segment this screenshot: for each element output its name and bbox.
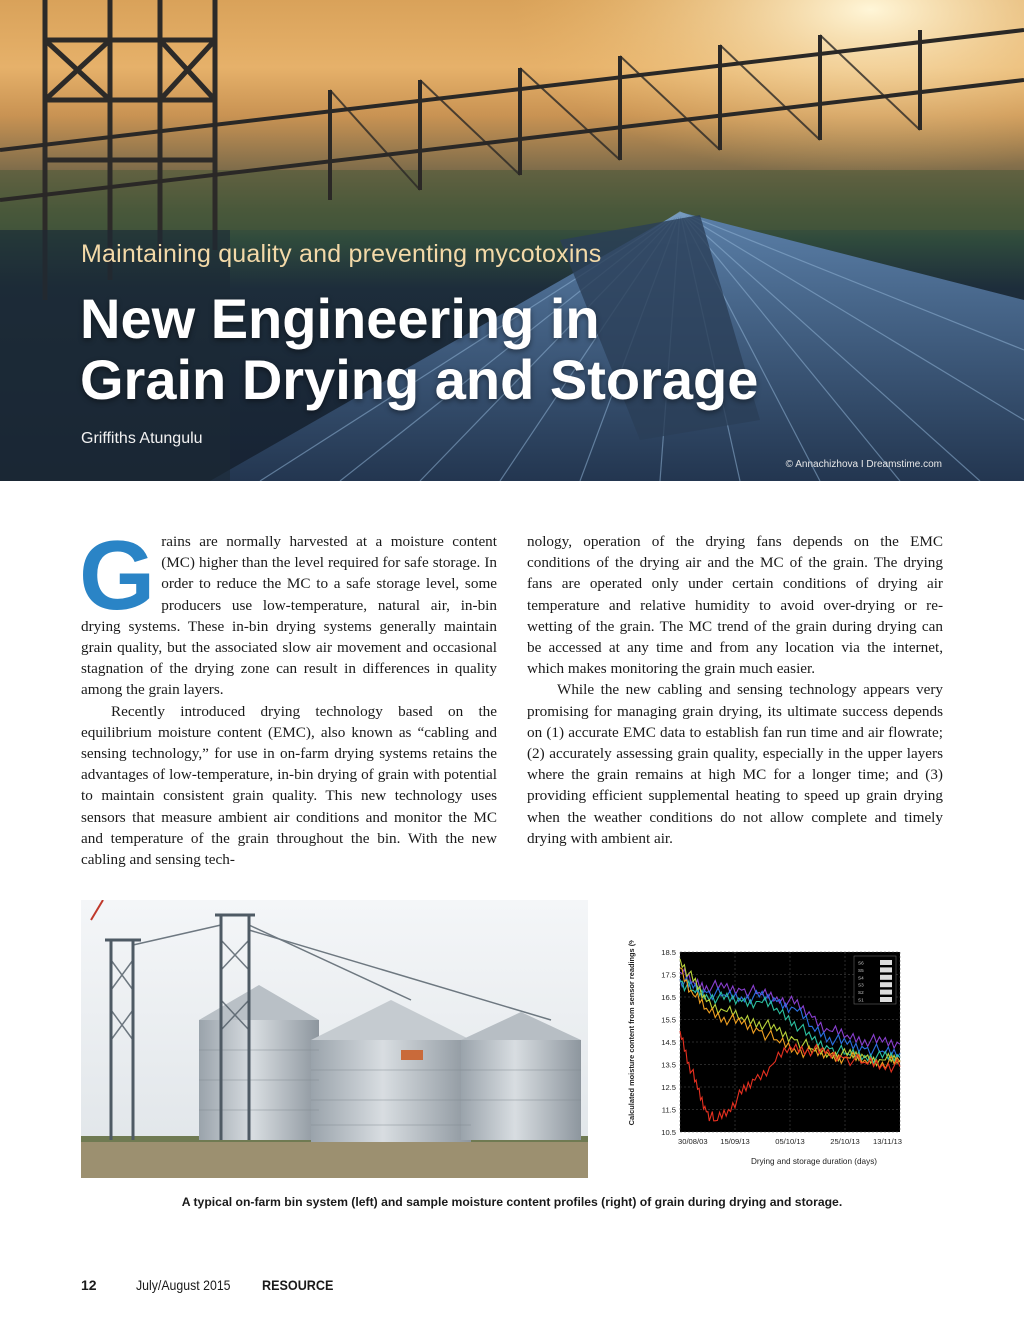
text-column-right xyxy=(527,531,943,849)
bin-system-illustration xyxy=(81,900,588,1178)
legend-swatch xyxy=(880,997,892,1002)
magazine-name: RESOURCE xyxy=(262,1277,334,1293)
page-footer xyxy=(81,1277,334,1293)
y-tick-label: 15.5 xyxy=(661,1015,676,1025)
drop-cap: G xyxy=(79,520,156,630)
x-tick-labels xyxy=(678,1137,902,1146)
article-kicker: Maintaining quality and preventing mycotoxins xyxy=(81,240,602,268)
legend-swatch xyxy=(880,960,892,965)
y-tick-label: 11.5 xyxy=(661,1105,676,1115)
article-title xyxy=(80,288,758,410)
chart-svg xyxy=(618,940,918,1178)
y-tick-label: 16.5 xyxy=(661,993,676,1002)
y-tick-label: 17.5 xyxy=(661,970,676,980)
bin-system-photo xyxy=(81,900,588,1178)
chart-legend xyxy=(854,956,896,1004)
y-tick-label: 14.5 xyxy=(661,1038,676,1047)
legend-swatch xyxy=(880,990,892,995)
y-tick-label: 13.5 xyxy=(661,1060,676,1070)
legend-label: S6 xyxy=(858,960,864,966)
article-author: Griffiths Atungulu xyxy=(81,430,203,447)
paragraph xyxy=(79,520,497,701)
legend-label: S3 xyxy=(858,982,864,988)
paragraph: nology, operation of the drying fans depends on the EMC conditions of the drying air and the MC of the grain. The drying fans are operated only under certain conditions of drying air temperature and relative humidity to avoid over-drying or re-wetting of the grain. The MC trend of the grain during drying can be accessed at any time and from any location via the internet, which makes monitoring the grain much easier. xyxy=(527,533,943,678)
paragraph: While the new cabling and sensing technology appears very promising for managing grain drying, its ultimate success depends on (1) accurate EMC data to establish fan run time and air flowrate; (2) accurately assessing grain quality, especially in the upper layers where the grain remains at high MC for a longer time; and (3) providing efficient supplemental heating to speed up grain drying when the weather conditions do not allow complete and timely drying with ambient air. xyxy=(527,681,943,847)
hero-banner xyxy=(0,0,1024,481)
legend-label: S2 xyxy=(858,990,864,996)
x-tick-label: 25/10/13 xyxy=(830,1137,860,1146)
paragraph-text: rains are normally harvested at a moisture content (MC) higher than the level required for safe storage. In order to reduce the MC to a safe storage level, some producers use low-temperature, natural air, in-bin drying systems. These in-bin drying systems generally maintain grain quality, but the associated slow air movement and occasional stagnation of the drying zone can result in differences in quality among the grain layers. xyxy=(81,533,497,699)
article-title-line-2: Grain Drying and Storage xyxy=(80,348,759,411)
legend-label: S1 xyxy=(858,997,864,1003)
issue-date: July/August 2015 xyxy=(136,1277,231,1293)
y-tick-label: 12.5 xyxy=(661,1083,676,1092)
x-tick-label: 30/08/03 xyxy=(678,1137,708,1146)
paragraph: Recently introduced drying technology based on the equilibrium moisture content (EMC), also known as “cabling and sensing technology,” for use in on-farm drying systems retains the advantages of low-temperature, in-bin drying of grain with potential to maintain consistent grain quality. This new technology uses sensors that measure ambient air conditions and monitor the MC and temperature of the grain throughout the bin. With the new cabling and sensing tech- xyxy=(81,702,497,869)
figure-caption: A typical on-farm bin system (left) and sample moisture content profiles (right) of grain during drying and storage. xyxy=(181,1195,843,1209)
legend-swatch xyxy=(880,967,892,972)
y-axis-label: Calculated moisture content from sensor readings (% w.b.) xyxy=(627,940,636,1126)
y-tick-labels xyxy=(661,948,676,1137)
x-tick-label: 15/09/13 xyxy=(720,1137,750,1146)
x-axis-label: Drying and storage duration (days) xyxy=(750,1157,878,1166)
moisture-chart xyxy=(618,940,918,1178)
photo-credit: © Annachizhova I Dreamstime.com xyxy=(785,459,942,470)
legend-label: S5 xyxy=(858,967,864,973)
legend-swatch xyxy=(880,982,892,987)
text-column-left xyxy=(79,520,497,870)
page-number: 12 xyxy=(81,1277,97,1293)
x-tick-label: 13/11/13 xyxy=(873,1137,902,1146)
x-tick-label: 05/10/13 xyxy=(775,1137,805,1146)
y-tick-label: 10.5 xyxy=(661,1128,676,1137)
legend-swatch xyxy=(880,975,892,980)
article-title-line-1: New Engineering in xyxy=(80,287,600,350)
legend-label: S4 xyxy=(858,975,864,981)
y-tick-label: 18.5 xyxy=(661,948,676,957)
